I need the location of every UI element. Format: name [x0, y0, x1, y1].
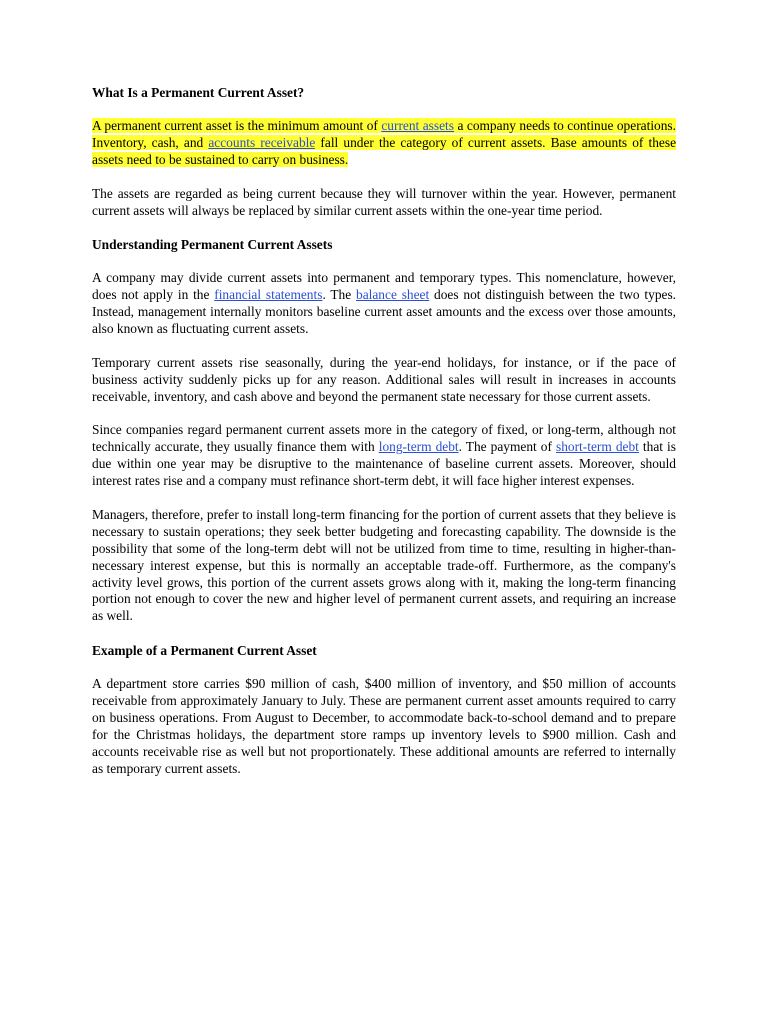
- divide-text-1: A company may divide current assets into permanent and temporary types. This nomenclature, however, does not apply in the: [92, 270, 676, 303]
- heading-example: Example of a Permanent Current Asset: [92, 643, 317, 659]
- heading-what-is: What Is a Permanent Current Asset?: [92, 85, 305, 100]
- divide-text-2: . The: [322, 287, 356, 303]
- finance-paragraph: [92, 422, 676, 490]
- heading-understanding: Understanding Permanent Current Assets: [92, 237, 333, 253]
- divide-paragraph: [92, 270, 676, 338]
- highlight-text-3: fall under the category of current assets. Base amounts of these assets need to be sustained to carry on business.: [92, 134, 677, 167]
- link-financial-statements[interactable]: financial statements: [214, 287, 323, 303]
- finance-text-1: Since companies regard permanent current assets more in the category of fixed, or long-term, although not technically accurate, they usually finance them with: [92, 422, 676, 455]
- temporary-paragraph: Temporary current assets rise seasonally, during the year-end holidays, for instance, or if the pace of business activity suddenly picks up for any reason. Additional sales will result in increases in accounts receivable, inventory, and cash above and beyond the permanent state necessary for those current assets.: [92, 354, 676, 404]
- finance-text-2: . The payment of: [458, 439, 556, 455]
- example-paragraph: A department store carries $90 million of cash, $400 million of inventory, and $50 million of accounts receivable from approximately January to July. These are permanent current asset amounts required to carry on business operations. From August to December, to accommodate back-to-school demand and to prepare for the Christmas holidays, the department store ramps up inventory levels to $900 million. Cash and accounts receivable rise as well but not proportionately. These additional amounts are referred to internally as temporary current assets.: [92, 676, 676, 776]
- divide-text-3: does not distinguish between the two types. Instead, management internally monitors baseline current asset amounts and the excess over those amounts, also known as fluctuating current assets.: [92, 287, 677, 337]
- document-page: [92, 84, 676, 795]
- highlight-text-2: a company needs to continue operations. Inventory, cash, and: [92, 118, 676, 150]
- highlight-text-1: A permanent current asset is the minimum amount of: [92, 118, 382, 133]
- assets-current-paragraph: The assets are regarded as being current because they will turnover within the year. However, permanent current assets will always be replaced by similar current assets within the one-year time period.: [92, 185, 676, 218]
- finance-text-3: that is due within one year may be disruptive to the maintenance of baseline current assets. Moreover, should interest rates rise and a company must refinance short-term debt, it will face higher interest expenses.: [92, 439, 676, 489]
- link-short-term-debt[interactable]: short-term debt: [556, 439, 639, 455]
- link-balance-sheet[interactable]: balance sheet: [356, 287, 430, 303]
- definition-paragraph: [92, 118, 676, 169]
- link-accounts-receivable[interactable]: accounts receivable: [208, 134, 316, 150]
- link-long-term-debt[interactable]: long-term debt: [378, 439, 459, 455]
- link-current-assets[interactable]: current assets: [381, 118, 454, 133]
- managers-paragraph: Managers, therefore, prefer to install long-term financing for the portion of current assets that they believe is necessary to sustain operations; they seek better budgeting and forecasting capability. The downside is the possibility that some of the long-term debt will not be utilized from time to time, resulting in higher-than-necessary interest expense, but this is normally an acceptable trade-off. Furthermore, as the company's activity level grows, this portion of the current assets grows along with it, making the long-term financing portion not enough to cover the new and higher level of permanent current assets, and requiring an increase as well.: [92, 506, 676, 624]
